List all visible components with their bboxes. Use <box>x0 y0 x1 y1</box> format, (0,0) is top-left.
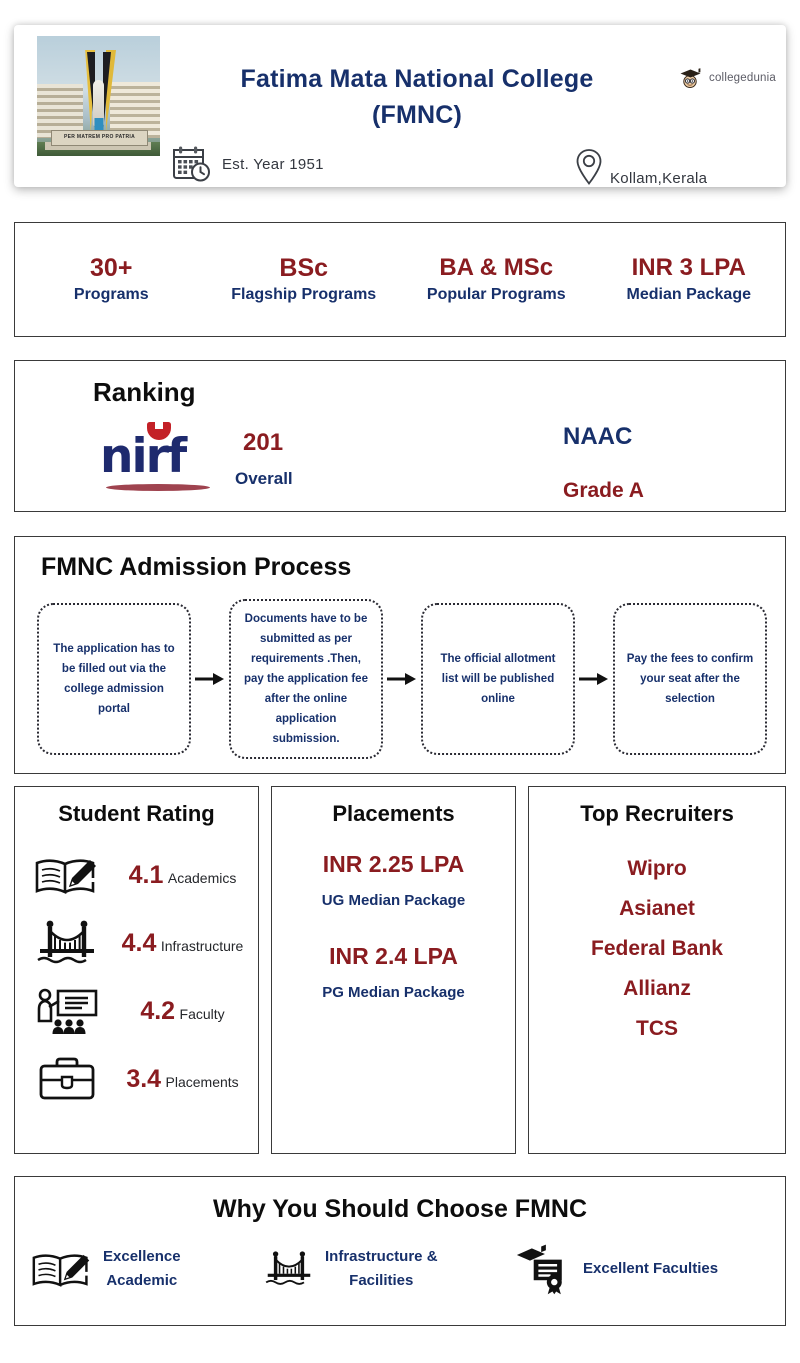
ug-median-amount: INR 2.25 LPA <box>322 851 465 877</box>
admission-title: FMNC Admission Process <box>41 553 352 581</box>
stat-label: Programs <box>73 285 149 303</box>
admission-step <box>613 603 767 755</box>
brand-name: collegedunia <box>709 72 776 84</box>
stat-label: Popular Programs <box>426 285 566 303</box>
placements-card <box>271 786 516 1154</box>
established-info <box>172 145 324 183</box>
calendar-clock-icon <box>172 145 212 183</box>
rating-value-block <box>107 930 258 957</box>
pg-placement-block <box>272 943 515 1001</box>
ug-placement-block <box>272 851 515 909</box>
admission-step-text: The official allotment list will be published online <box>440 653 556 705</box>
location-label: Kollam,Kerala <box>610 170 708 187</box>
rating-value-block <box>107 1066 258 1093</box>
rating-label: Infrastructure <box>160 937 244 954</box>
stat-value: BSc <box>279 253 329 282</box>
why-choose-label <box>325 1245 438 1293</box>
why-choose-item <box>263 1245 515 1293</box>
naac-grade: Grade A <box>563 479 644 502</box>
rating-value: 3.4 <box>126 1064 162 1093</box>
rating-value-block <box>107 862 258 889</box>
stat-item <box>593 253 786 307</box>
nirf-rank-value: 201 <box>243 429 284 456</box>
certificate-cap-icon <box>515 1243 573 1295</box>
why-choose-label-line1: Excellence <box>103 1248 181 1265</box>
book-pencil-icon <box>31 1247 93 1291</box>
ranking-card <box>14 360 786 512</box>
why-choose-label <box>103 1245 181 1293</box>
recruiter-item: Asianet <box>619 897 695 920</box>
monument-plaque <box>51 130 148 146</box>
stat-value: 30+ <box>90 253 133 282</box>
recruiter-item: TCS <box>636 1017 678 1040</box>
why-choose-title: Why You Should Choose FMNC <box>212 1195 588 1223</box>
stat-item <box>208 253 401 307</box>
rating-row <box>15 1045 258 1113</box>
admission-step-text: Pay the fees to confirm your seat after the selection <box>626 653 754 705</box>
page-title <box>182 61 652 133</box>
why-choose-label-line1: Excellent Faculties <box>583 1260 719 1277</box>
ug-median-label: UG Median Package <box>321 892 466 909</box>
recruiter-item: Federal Bank <box>591 937 723 960</box>
top-recruiters-title: Top Recruiters <box>580 801 734 826</box>
admission-step <box>421 603 575 755</box>
why-choose-label-line2: Academic <box>106 1272 178 1289</box>
pg-median-amount: INR 2.4 LPA <box>329 943 458 969</box>
rating-value: 4.1 <box>128 860 164 889</box>
rating-row <box>15 841 258 909</box>
nirf-logo-text: nirf <box>100 429 186 484</box>
nirf-rank-label: Overall <box>235 469 293 488</box>
rating-label: Faculty <box>179 1005 225 1022</box>
rating-row <box>15 909 258 977</box>
college-name-line2: (FMNC) <box>371 101 463 129</box>
recruiter-item: Wipro <box>627 857 687 880</box>
recruiter-item: Allianz <box>623 977 691 1000</box>
admission-process-card <box>14 536 786 774</box>
graduation-cap-mascot-icon <box>678 67 704 89</box>
teacher-classroom-icon <box>27 987 107 1035</box>
bridge-icon <box>27 919 107 967</box>
stat-value: INR 3 LPA <box>631 253 746 281</box>
location-info <box>574 147 707 187</box>
student-rating-title: Student Rating <box>58 801 215 826</box>
why-choose-item <box>31 1245 263 1293</box>
rating-value-block <box>107 998 258 1025</box>
arrow-right-icon <box>575 672 613 686</box>
college-photo <box>37 36 160 156</box>
naac-title: NAAC <box>563 423 633 450</box>
arrow-right-icon <box>191 672 229 686</box>
naac-block <box>563 423 763 503</box>
rating-label: Academics <box>167 869 237 886</box>
admission-step <box>229 599 383 759</box>
admission-step <box>37 603 191 755</box>
key-stats-card <box>14 222 786 337</box>
stat-item <box>15 253 208 307</box>
why-choose-item <box>515 1243 718 1295</box>
rating-value: 4.2 <box>140 996 176 1025</box>
top-recruiters-card <box>528 786 786 1154</box>
book-pencil-icon <box>27 852 107 898</box>
admission-step-text: The application has to be filled out via the college admission portal <box>53 643 175 715</box>
placements-title: Placements <box>332 801 455 826</box>
student-rating-card <box>14 786 259 1154</box>
stat-value: BA & MSc <box>439 253 554 281</box>
monument-plaque-text: PER MATREM PRO PATRIA <box>63 134 136 140</box>
why-choose-label <box>583 1257 718 1281</box>
college-name-line1: Fatima Mata National College <box>240 65 594 93</box>
why-choose-card <box>14 1176 786 1326</box>
stat-label: Median Package <box>626 285 751 303</box>
pg-median-label: PG Median Package <box>322 984 465 1001</box>
why-choose-label-line1: Infrastructure & <box>325 1248 438 1265</box>
map-pin-icon <box>574 147 604 187</box>
arrow-right-icon <box>383 672 421 686</box>
header-card <box>14 25 786 187</box>
admission-step-text: Documents have to be submitted as per requirements .Then, pay the application fee after the online application submission. <box>244 613 368 745</box>
bridge-icon <box>263 1246 315 1292</box>
ranking-title: Ranking <box>93 377 196 407</box>
stat-item <box>400 253 593 307</box>
established-label: Est. Year 1951 <box>222 155 324 173</box>
why-choose-label-line2: Facilities <box>349 1272 414 1289</box>
nirf-logo <box>100 423 222 491</box>
rating-row <box>15 977 258 1045</box>
rating-value: 4.4 <box>121 928 157 957</box>
collegedunia-logo[interactable] <box>678 67 776 89</box>
briefcase-icon <box>27 1055 107 1103</box>
stat-label: Flagship Programs <box>231 285 377 303</box>
rating-label: Placements <box>165 1073 239 1090</box>
